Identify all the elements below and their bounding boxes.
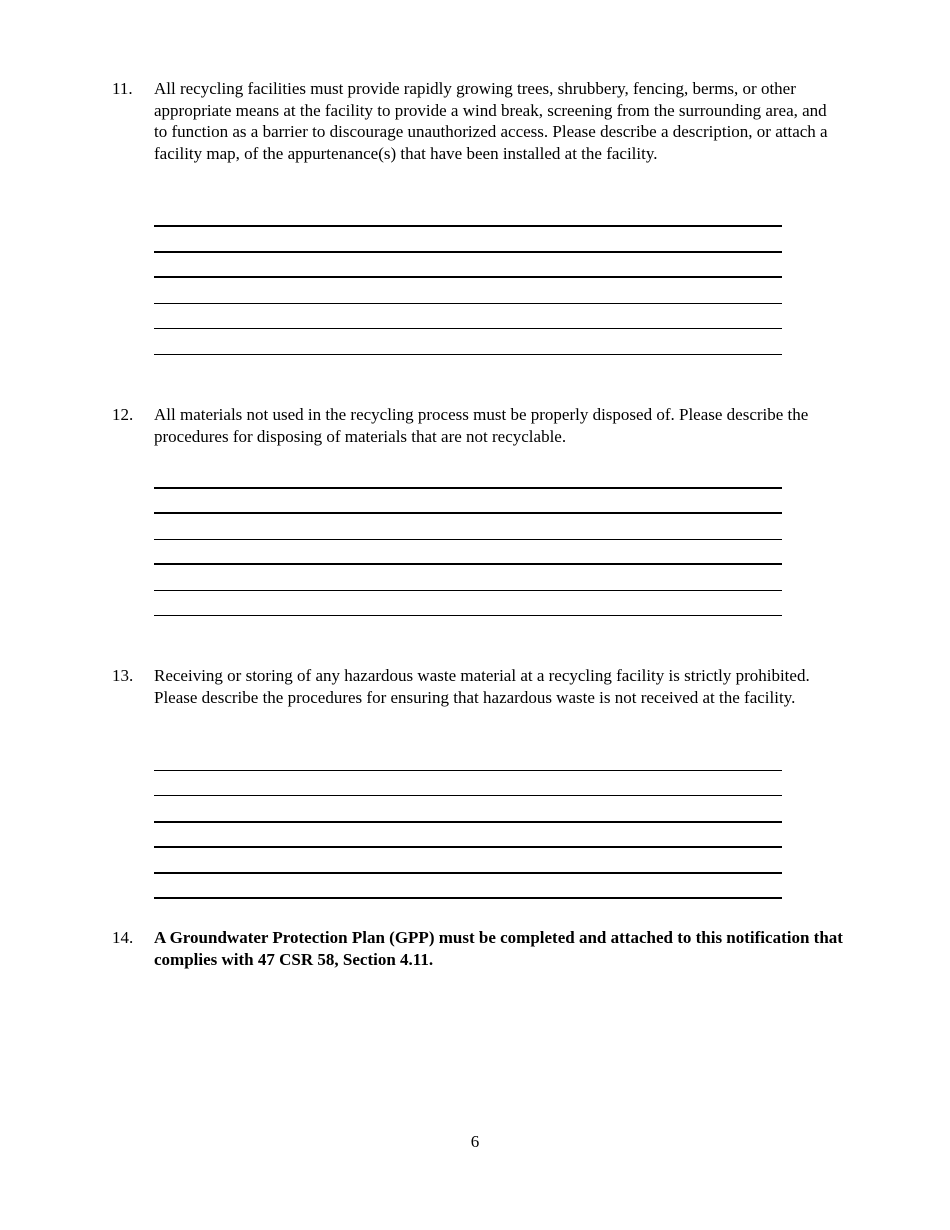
answer-line[interactable] [154,897,782,899]
question-number: 12. [112,405,134,424]
answer-line[interactable] [154,563,782,565]
answer-line[interactable] [154,590,782,591]
answer-line[interactable] [154,328,782,329]
question-text: All materials not used in the recycling process must be properly disposed of. Please describe the procedures for disposing of materials that are not recyclable. [154,405,809,446]
answer-line[interactable] [154,770,782,771]
answer-line[interactable] [154,487,782,489]
answer-line[interactable] [154,303,782,304]
question-number: 14. [112,928,134,947]
answer-line[interactable] [154,354,782,355]
question-number: 13. [112,666,134,685]
answer-line[interactable] [154,846,782,848]
answer-line[interactable] [154,251,782,253]
answer-line[interactable] [154,225,782,227]
question-text: Receiving or storing of any hazardous waste material at a recycling facility is strictly prohibited. Please describe the procedures for ensuring that hazardous waste is not received at the facility. [154,666,810,707]
answer-line[interactable] [154,872,782,874]
page-number: 6 [470,1132,480,1151]
answer-line[interactable] [154,512,782,514]
answer-line[interactable] [154,821,782,823]
question-number: 11. [112,79,133,98]
answer-line[interactable] [154,795,782,796]
answer-line[interactable] [154,539,782,540]
answer-line[interactable] [154,615,782,616]
answer-line[interactable] [154,276,782,278]
question-text: All recycling facilities must provide rapidly growing trees, shrubbery, fencing, berms, or other appropriate means at the facility to provide a wind break, screening from the surrounding area, and to function as a barrier to discourage unauthorized access. Please describe a description, or attach a facility map, of the appurtenance(s) that have been installed at the facility. [154,79,828,163]
question-text: A Groundwater Protection Plan (GPP) must be completed and attached to this notification that complies with 47 CSR 58, Section 4.11. [154,928,843,969]
